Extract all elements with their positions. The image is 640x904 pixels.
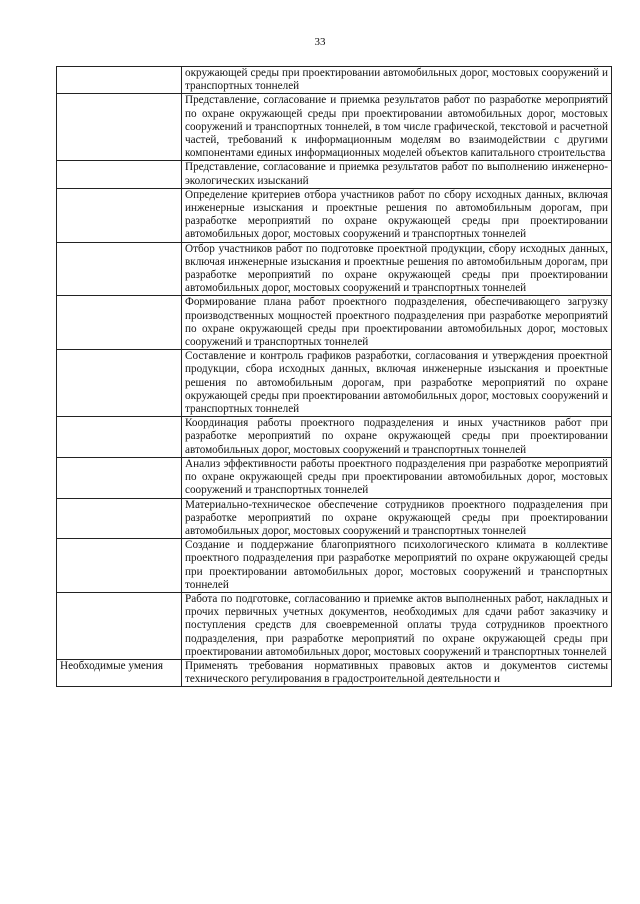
- row-label: [57, 161, 182, 188]
- row-text: Представление, согласование и приемка результатов работ по разработке мероприятий по охране окружающей среды при проектировании автомобильных дорог, мостовых сооружений и транспортных тоннелей, в том числе графической, текстовой и расчетной частей, требований к информационным моделям во взаимодействии с другими компонентами единых информационных моделей объектов капитального строительства: [182, 94, 612, 161]
- table-row: [57, 94, 612, 161]
- table-row: [57, 498, 612, 539]
- row-text: Формирование плана работ проектного подразделения, обеспечивающего загрузку производственных мощностей проектного подразделения при разработке мероприятий по охране окружающей среды при проектировании автомобильных дорог, мостовых сооружений и транспортных тоннелей: [182, 296, 612, 350]
- table-row: [57, 161, 612, 188]
- row-label: [57, 539, 182, 593]
- row-text: Представление, согласование и приемка результатов работ по выполнению инженерно-экологических изысканий: [182, 161, 612, 188]
- table-row: [57, 296, 612, 350]
- table-row: [57, 188, 612, 242]
- row-text: Анализ эффективности работы проектного подразделения при разработке мероприятий по охране окружающей среды при проектировании автомобильных дорог, мостовых сооружений и транспортных тоннелей: [182, 457, 612, 498]
- row-label: [57, 350, 182, 417]
- row-label: [57, 188, 182, 242]
- table-row: [57, 592, 612, 659]
- table-row: [57, 67, 612, 94]
- row-text: Отбор участников работ по подготовке проектной продукции, сбору исходных данных, включая инженерные изыскания и проектные решения по автомобильным дорогам, при разработке мероприятий по охране окружающей среды при проектировании автомобильных дорог, мостовых сооружений и транспортных тоннелей: [182, 242, 612, 296]
- row-text: Составление и контроль графиков разработки, согласования и утверждения проектной продукции, сбора исходных данных, включая инженерные изыскания и проектные решения по автомобильным дорогам, при разработке мероприятий по охране окружающей среды при проектировании автомобильных дорог, мостовых сооружений и транспортных тоннелей: [182, 350, 612, 417]
- row-label: [57, 242, 182, 296]
- table-row: [57, 417, 612, 458]
- row-text: Применять требования нормативных правовых актов и документов системы технического регулирования в градостроительной деятельности и: [182, 659, 612, 686]
- row-label-required-skills: Необходимые умения: [57, 659, 182, 686]
- row-label: [57, 417, 182, 458]
- table-row: [57, 457, 612, 498]
- row-text: Создание и поддержание благоприятного психологического климата в коллективе проектного подразделения при разработке мероприятий по охране окружающей среды при проектировании автомобильных дорог, мостовых сооружений и транспортных тоннелей: [182, 539, 612, 593]
- row-label: [57, 457, 182, 498]
- row-label: [57, 296, 182, 350]
- row-text: Определение критериев отбора участников работ по сбору исходных данных, включая инженерные изыскания и проектные решения по автомобильным дорогам, при разработке мероприятий по охране окружающей среды при проектировании автомобильных дорог, мостовых сооружений и транспортных тоннелей: [182, 188, 612, 242]
- row-text: Координация работы проектного подразделения и иных участников работ при разработке мероприятий по охране окружающей среды при проектировании автомобильных дорог, мостовых сооружений и транспортных тоннелей: [182, 417, 612, 458]
- labor-functions-table: [56, 66, 612, 687]
- page-number: 33: [314, 36, 326, 48]
- row-label: [57, 67, 182, 94]
- row-label: [57, 498, 182, 539]
- row-text: окружающей среды при проектировании автомобильных дорог, мостовых сооружений и транспортных тоннелей: [182, 67, 612, 94]
- table-row: [57, 350, 612, 417]
- row-label: [57, 94, 182, 161]
- row-text: Работа по подготовке, согласованию и приемке актов выполненных работ, накладных и прочих первичных учетных документов, необходимых для сдачи работ заказчику и поступления средств для своевременной оплаты труда сотрудников проектного подразделения, при разработке мероприятий по охране окружающей среды при проектировании автомобильных дорог, мостовых сооружений и транспортных тоннелей: [182, 592, 612, 659]
- row-label: [57, 592, 182, 659]
- table-row: [57, 539, 612, 593]
- table-row: [57, 242, 612, 296]
- table-row: [57, 659, 612, 686]
- row-text: Материально-техническое обеспечение сотрудников проектного подразделения при разработке мероприятий по охране окружающей среды при проектировании автомобильных дорог, мостовых сооружений и транспортных тоннелей: [182, 498, 612, 539]
